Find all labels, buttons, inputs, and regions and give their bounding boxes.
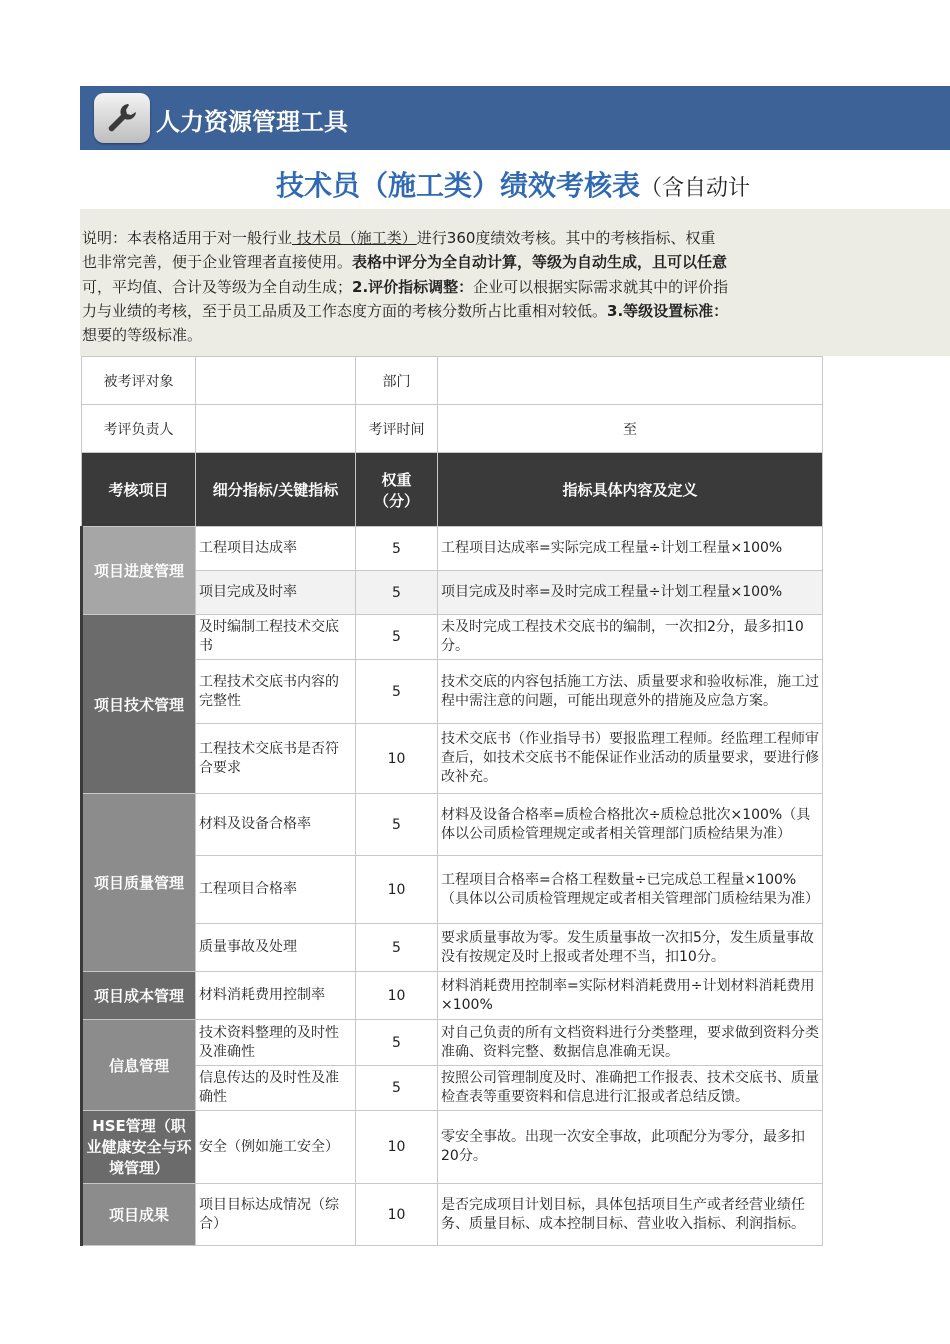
dept-label: 部门 — [356, 357, 438, 405]
definition-cell[interactable]: 对自己负责的所有文档资料进行分类整理，要求做到资料分类准确、资料完整、数据信息准确无误。 — [438, 1020, 823, 1066]
indicator-cell[interactable]: 质量事故及处理 — [196, 924, 356, 972]
definition-cell[interactable]: 材料及设备合格率=质检合格批次÷质检总批次×100%（具体以公司质检管理规定或者相关管理部门质检结果为准） — [438, 794, 823, 856]
header-project: 考核项目 — [82, 453, 196, 527]
category-cell: 项目技术管理 — [82, 615, 196, 794]
header-definition: 指标具体内容及定义 — [438, 453, 823, 527]
category-cell: 项目进度管理 — [82, 527, 196, 615]
indicator-cell[interactable]: 材料及设备合格率 — [196, 794, 356, 856]
note-line-3: 可，平均值、合计及等级为全自动生成；2.评价指标调整：企业可以根据实际需求就其中的评价指 — [82, 277, 729, 296]
weight-cell[interactable]: 10 — [356, 724, 438, 794]
header-indicator: 细分指标/关键指标 — [196, 453, 356, 527]
note-line-2: 也非常完善，便于企业管理者直接使用。表格中评分为全自动计算，等级为自动生成，且可以任意 — [82, 253, 728, 272]
definition-cell[interactable]: 工程项目合格率=合格工程数量÷已完成总工程量×100%（具体以公司质检管理规定或者相关管理部门质检结果为准） — [438, 856, 823, 924]
indicator-cell[interactable]: 安全（例如施工安全） — [196, 1111, 356, 1184]
weight-cell[interactable]: 5 — [356, 1066, 438, 1111]
table-row — [82, 1111, 823, 1184]
definition-cell[interactable]: 未及时完成工程技术交底书的编制，一次扣2分，最多扣10分。 — [438, 615, 823, 660]
assessment-table — [80, 356, 823, 1246]
subject-label: 被考评对象 — [82, 357, 196, 405]
indicator-cell[interactable]: 工程项目合格率 — [196, 856, 356, 924]
weight-cell[interactable]: 5 — [356, 527, 438, 571]
indicator-cell[interactable]: 信息传达的及时性及准确性 — [196, 1066, 356, 1111]
definition-cell[interactable]: 材料消耗费用控制率=实际材料消耗费用÷计划材料消耗费用×100% — [438, 972, 823, 1020]
definition-cell[interactable]: 要求质量事故为零。发生质量事故一次扣5分，发生质量事故没有按规定及时上报或者处理不当，扣10分。 — [438, 924, 823, 972]
category-cell: 信息管理 — [82, 1020, 196, 1111]
definition-cell[interactable]: 技术交底的内容包括施工方法、质量要求和验收标准，施工过程中需注意的问题，可能出现意外的措施及应急方案。 — [438, 660, 823, 724]
category-cell: 项目质量管理 — [82, 794, 196, 972]
definition-cell[interactable]: 是否完成项目计划目标，具体包括项目生产或者经营业绩任务、质量目标、成本控制目标、营业收入指标、利润指标。 — [438, 1184, 823, 1246]
weight-cell[interactable]: 5 — [356, 1020, 438, 1066]
indicator-cell[interactable]: 及时编制工程技术交底书 — [196, 615, 356, 660]
weight-cell[interactable]: 5 — [356, 660, 438, 724]
table-row — [82, 1020, 823, 1066]
banner-title: 人力资源管理工具 — [156, 108, 348, 136]
definition-cell[interactable]: 按照公司管理制度及时、准确把工作报表、技术交底书、质量检查表等重要资料和信息进行汇报或者总结反馈。 — [438, 1066, 823, 1111]
note-line-1: 说明：本表格适用于对一般行业 技术员（施工类）进行360度绩效考核。其中的考核指标、权重 — [82, 229, 716, 247]
note-line-4: 力与业绩的考核，至于员工品质及工作态度方面的考核分数所占比重相对较低。3.等级设置标准： — [82, 301, 729, 320]
indicator-cell[interactable]: 工程技术交底书内容的完整性 — [196, 660, 356, 724]
time-label: 考评时间 — [356, 405, 438, 453]
subject-value[interactable] — [196, 357, 356, 405]
definition-cell[interactable]: 项目完成及时率=及时完成工程量÷计划工程量×100% — [438, 571, 823, 615]
page-title — [276, 164, 750, 204]
definition-cell[interactable]: 零安全事故。出现一次安全事故，此项配分为零分，最多扣20分。 — [438, 1111, 823, 1184]
weight-cell[interactable]: 5 — [356, 571, 438, 615]
table-row — [82, 527, 823, 571]
note-line-5: 想要的等级标准。 — [82, 326, 203, 345]
weight-cell[interactable]: 10 — [356, 1184, 438, 1246]
table-row — [82, 794, 823, 856]
dept-value[interactable] — [438, 357, 823, 405]
indicator-cell[interactable]: 技术资料整理的及时性及准确性 — [196, 1020, 356, 1066]
owner-value[interactable] — [196, 405, 356, 453]
weight-cell[interactable]: 5 — [356, 924, 438, 972]
category-cell: 项目成果 — [82, 1184, 196, 1246]
category-cell: HSE管理（职业健康安全与环境管理） — [82, 1111, 196, 1184]
weight-cell[interactable]: 5 — [356, 615, 438, 660]
weight-cell[interactable]: 10 — [356, 1111, 438, 1184]
weight-cell[interactable]: 10 — [356, 972, 438, 1020]
weight-cell[interactable]: 5 — [356, 794, 438, 856]
table-row — [82, 1184, 823, 1246]
owner-label: 考评负责人 — [82, 405, 196, 453]
definition-cell[interactable]: 技术交底书（作业指导书）要报监理工程师。经监理工程师审查后，如技术交底书不能保证作业活动的质量要求，要进行修改补充。 — [438, 724, 823, 794]
time-value[interactable]: 至 — [438, 405, 823, 453]
page-title-main: 技术员（施工类）绩效考核表 — [276, 169, 641, 202]
wrench-icon — [94, 93, 150, 143]
page-title-suffix: （含自动计 — [640, 176, 751, 201]
weight-cell[interactable]: 10 — [356, 856, 438, 924]
table-row — [82, 972, 823, 1020]
indicator-cell[interactable]: 材料消耗费用控制率 — [196, 972, 356, 1020]
header-weight: 权重 （分） — [356, 453, 438, 527]
table-row — [82, 615, 823, 660]
indicator-cell[interactable]: 工程项目达成率 — [196, 527, 356, 571]
header-banner — [80, 86, 950, 150]
definition-cell[interactable]: 工程项目达成率=实际完成工程量÷计划工程量×100% — [438, 527, 823, 571]
indicator-cell[interactable]: 项目完成及时率 — [196, 571, 356, 615]
instructions-note — [80, 209, 950, 356]
indicator-cell[interactable]: 工程技术交底书是否符合要求 — [196, 724, 356, 794]
indicator-cell[interactable]: 项目目标达成情况（综合） — [196, 1184, 356, 1246]
category-cell: 项目成本管理 — [82, 972, 196, 1020]
